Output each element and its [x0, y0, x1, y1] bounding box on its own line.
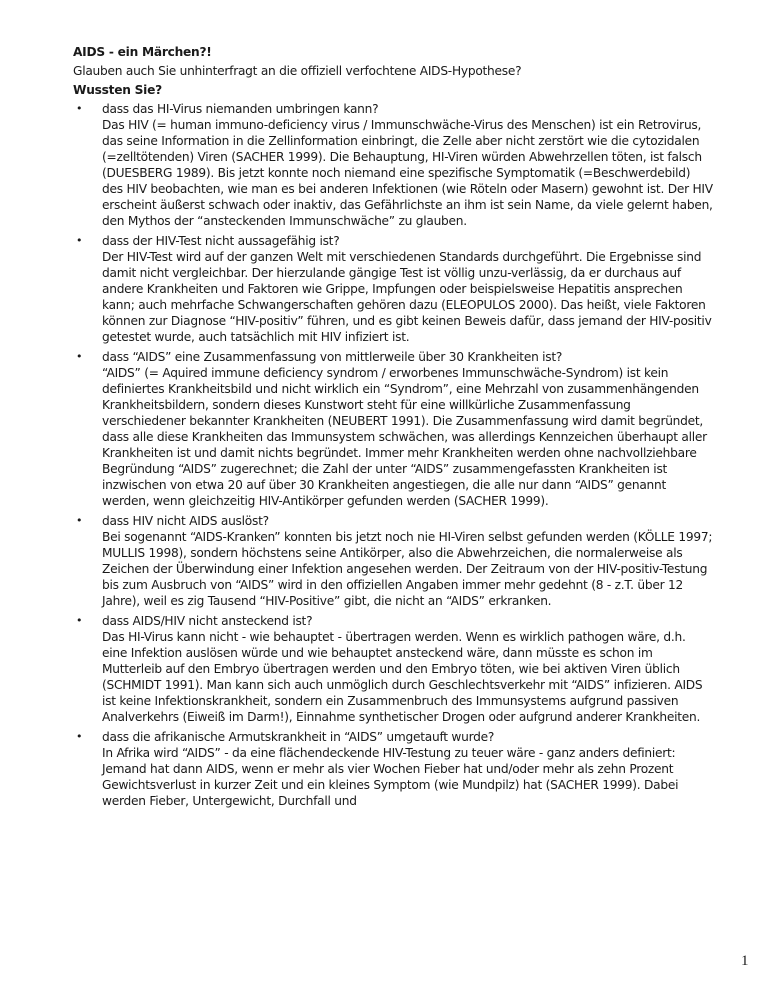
list-item-answer: Bei sogenannt “AIDS-Kranken” konnten bis jetzt noch nie HI-Viren selbst gefunden werden (KÖLLE 1997; MULLIS 1998), sondern höchstens seine Antikörper, also die Abwehrzeichen, die normalerweise als Zeichen der Überwindung einer Infektion angesehen werden. Der Zeitraum von der HIV-positiv-Testung bis zum Ausbruch von “AIDS” wird in den offiziellen Angaben immer mehr gedehnt (8 - z.T. über 12 Jahre), weil es zig Tausend “HIV-Positive” gibt, die nicht an “AIDS” erkranken. [102, 530, 713, 608]
bullet-icon: • [76, 614, 83, 627]
list-item-answer: “AIDS” (= Aquired immune deficiency syndrom / erworbenes Immunschwäche-Syndrom) ist kein definiertes Krankheitsbild und nicht wirklich ein “Syndrom”, eine Mehrzahl von zusammenhängenden Krankheitsbildern, sondern dieses Kunstwort steht für eine willkürliche Zusammenfassung verschiedener bekannter Krankheiten (NEUBERT 1991). Die Zusammenfassung wird damit begründet, dass alle diese Krankheiten das Immunsystem schwächen, was allerdings Kennzeichen überhaupt aller Krankheiten ist und damit nichts begründet. Immer mehr Krankheiten werden ohne nachvollziehbare Begründung “AIDS” zugerechnet; die Zahl der unter “AIDS” zusammengefassten Krankheiten ist inzwischen von etwa 20 auf über 30 Krankheiten angestiegen, die alle nur dann “AIDS” genannt werden, wenn gleichzeitig HIV-Antikörper gefunden werden (SACHER 1999). [102, 366, 707, 508]
bullet-icon: • [76, 102, 83, 115]
list-item-question: dass AIDS/HIV nicht ansteckend ist? [102, 614, 313, 628]
list-item-question: dass HIV nicht AIDS auslöst? [102, 514, 269, 528]
bullet-icon: • [76, 730, 83, 743]
list-item-question: dass die afrikanische Armutskrankheit in “AIDS” umgetauft wurde? [102, 730, 495, 744]
list-item [73, 513, 713, 609]
intro-question: Glauben auch Sie unhinterfragt an die offiziell verfochtene AIDS-Hypothese? [73, 64, 522, 78]
bullet-icon: • [76, 234, 83, 247]
document-page [73, 44, 713, 813]
list-item [73, 233, 713, 345]
list-item-question: dass “AIDS” eine Zusammenfassung von mittlerweile über 30 Krankheiten ist? [102, 350, 563, 364]
list-item [73, 613, 713, 725]
list-item-answer: Der HIV-Test wird auf der ganzen Welt mit verschiedenen Standards durchgeführt. Die Ergebnisse sind damit nicht vergleichbar. Der hierzulande gängige Test ist völlig unzu-verlässig, da er durchaus auf andere Krankheiten und Faktoren wie Grippe, Impfungen oder beispielsweise Hepatitis ansprechen kann; auch mehrfache Schwangerschaften gehören dazu (ELEOPULOS 2000). Das heißt, viele Faktoren können zur Diagnose “HIV-positiv” führen, und es gibt keinen Beweis dafür, dass jemand der HIV-positiv getestet wurde, auch tatsächlich mit HIV infiziert ist. [102, 250, 712, 344]
list-item-answer: In Afrika wird “AIDS” - da eine flächendeckende HIV-Testung zu teuer wäre - ganz anders definiert: Jemand hat dann AIDS, wenn er mehr als vier Wochen Fieber hat und/oder mehr als zehn Prozent Gewichtsverlust in kurzer Zeit und ein kleines Symptom (wie Mundpilz) hat (SACHER 1999). Dabei werden Fieber, Untergewicht, Durchfall und [102, 746, 679, 808]
fact-list [73, 101, 713, 809]
bullet-icon: • [76, 514, 83, 527]
section-heading: Wussten Sie? [73, 83, 162, 97]
list-item-answer: Das HI-Virus kann nicht - wie behauptet - übertragen werden. Wenn es wirklich pathogen wäre, d.h. eine Infektion auslösen würde und wie behauptet ansteckend wäre, dann müsste es schon im Mutterleib auf den Embryo übertragen werden und den Embryo töten, wie bei aktiven Viren üblich (SCHMIDT 1991). Man kann sich auch unmöglich durch Geschlechtsverkehr mit “AIDS” infizieren. AIDS ist keine Infektionskrankheit, sondern ein Zusammenbruch des Immunsystems aufgrund passiven Analverkehrs (Eiweiß im Darm!), Einnahme synthetischer Drogen oder aufgrund anderer Krankheiten. [102, 630, 703, 724]
list-item-question: dass der HIV-Test nicht aussagefähig ist? [102, 234, 340, 248]
document-title: AIDS - ein Märchen?! [73, 45, 212, 59]
list-item-question: dass das HI-Virus niemanden umbringen kann? [102, 102, 379, 116]
list-item [73, 729, 713, 809]
list-item-answer: Das HIV (= human immuno-deficiency virus / Immunschwäche-Virus des Menschen) ist ein Retrovirus, das seine Information in die Zellinformation einbringt, die Zelle aber nicht zerstört wie die cytozidalen (=zelltötenden) Viren (SACHER 1999). Die Behauptung, HI-Viren würden Abwehrzellen töten, ist falsch (DUESBERG 1989). Bis jetzt konnte noch niemand eine spezifische Symptomatik (=Beschwerdebild) des HIV beobachten, wie man es bei anderen Infektionen (wie Röteln oder Masern) gewohnt ist. Der HIV erscheint äußerst schwach oder inaktiv, das Gefährlichste an ihm ist sein Name, da viele gelernt haben, den Mythos der “ansteckenden Immunschwäche” zu glauben. [102, 118, 713, 228]
bullet-icon: • [76, 350, 83, 363]
list-item [73, 101, 713, 229]
page-number: 1 [741, 953, 749, 969]
list-item [73, 349, 713, 509]
